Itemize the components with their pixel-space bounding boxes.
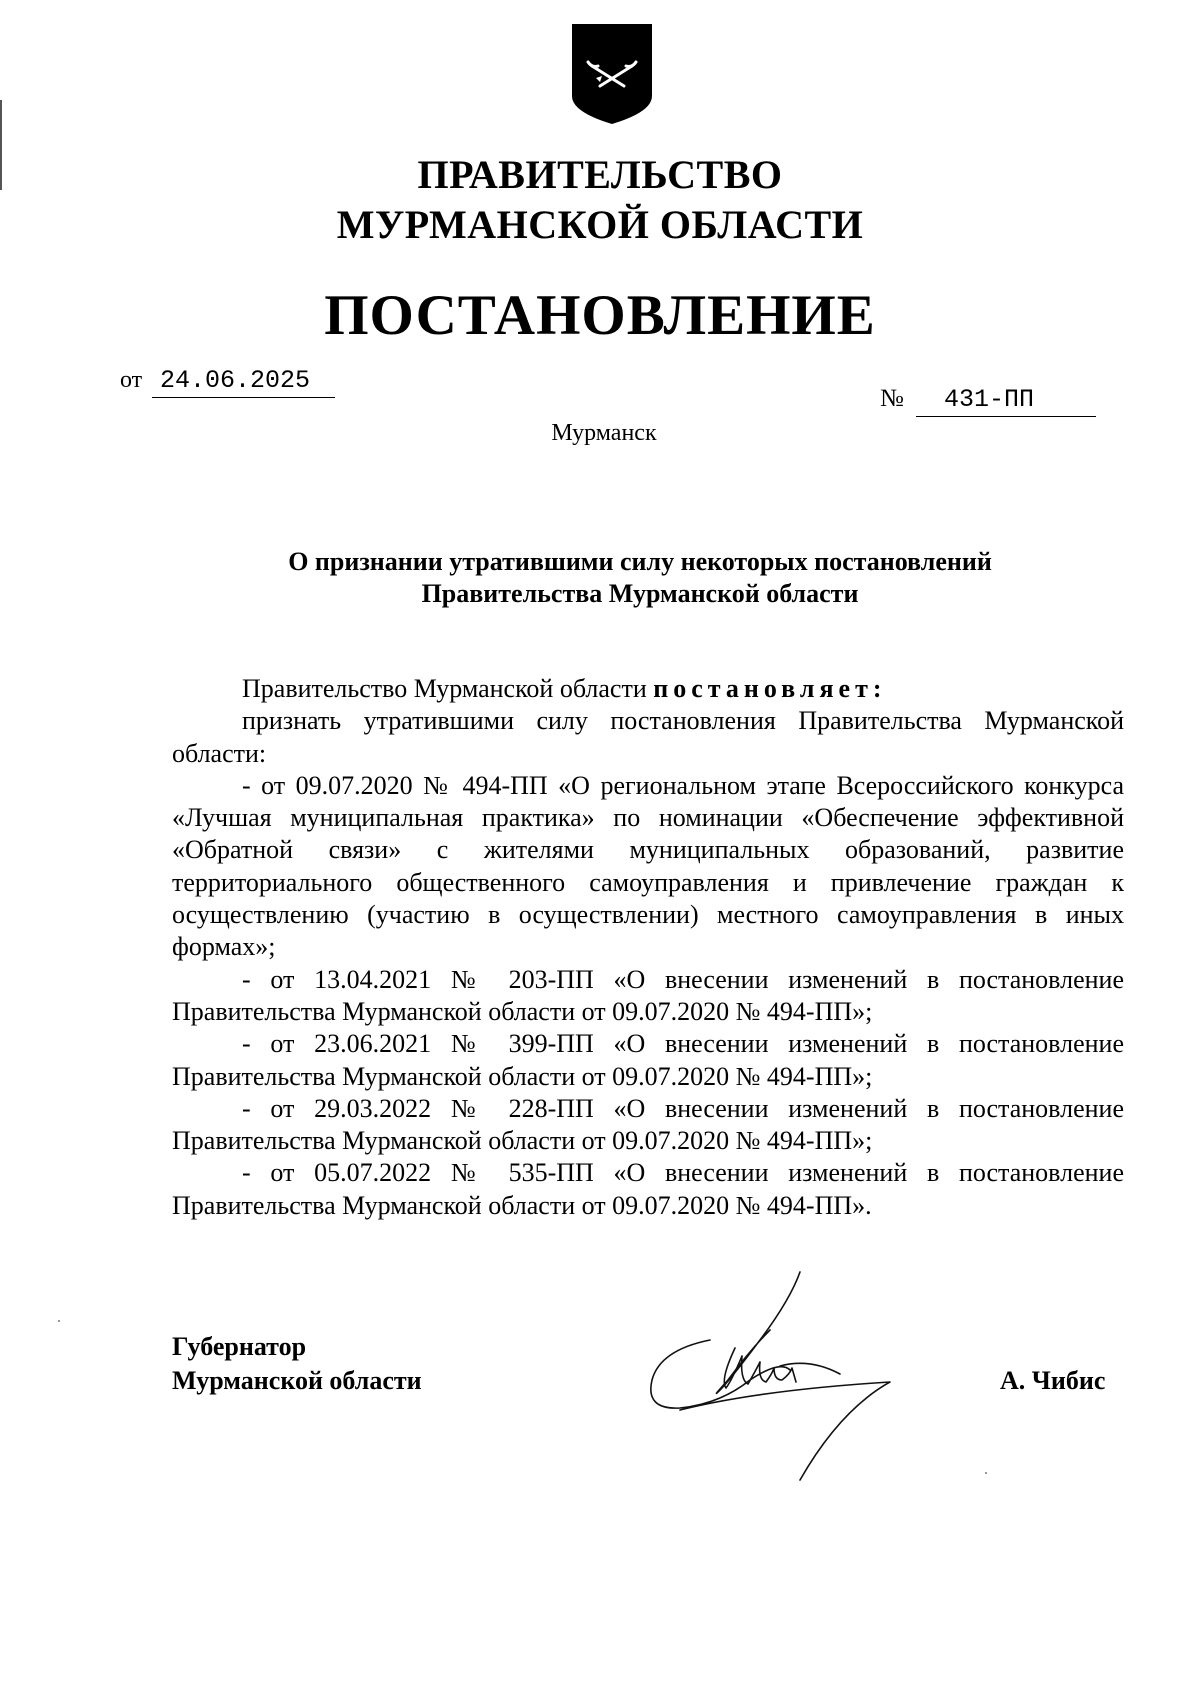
position-line-2: Мурманской области (172, 1366, 422, 1395)
intro-prefix: Правительство Мурманской области (242, 674, 654, 703)
organization-line-1: ПРАВИТЕЛЬСТВО (417, 152, 783, 197)
city: Мурманск (551, 420, 657, 446)
document-type: ПОСТАНОВЛЕНИЕ (324, 284, 876, 347)
list-item: - от 29.03.2022 № 228-ПП «О внесении изменений в постановление Правительства Мурманской области от 09.07.2020 № 494-ПП»; (172, 1093, 1124, 1156)
signatory-position (172, 1330, 422, 1398)
coat-of-arms-icon (572, 24, 652, 124)
document-title (240, 546, 1040, 610)
handwritten-signature (640, 1270, 930, 1490)
list-item: - от 23.06.2021 № 399-ПП «О внесении изменений в постановление Правительства Мурманской области от 09.07.2020 № 494-ПП»; (172, 1029, 1124, 1091)
title-line-2: Правительства Мурманской области (421, 579, 859, 608)
document-number: 431-ПП (916, 384, 1096, 417)
lead-paragraph: признать утратившими силу постановления Правительства Мурманской области: (172, 706, 1124, 768)
organization-line-2: МУРМАНСКОЙ ОБЛАСТИ (336, 202, 864, 247)
number-label: № (880, 385, 904, 412)
scan-speck (58, 1320, 60, 1322)
position-line-1: Губернатор (172, 1332, 307, 1361)
signatory-name: А. Чибис (1000, 1366, 1106, 1395)
document-date: 24.06.2025 (152, 365, 335, 398)
intro-paragraph (172, 673, 1124, 705)
organization-name (0, 150, 1200, 250)
scan-speck (985, 1472, 987, 1474)
title-line-1: О признании утратившими силу некоторых постановлений (288, 547, 992, 576)
document-body (172, 673, 1124, 1222)
intro-decree-word: постановляет: (653, 674, 887, 703)
list-item: - от 13.04.2021 № 203-ПП «О внесении изменений в постановление Правительства Мурманской области от 09.07.2020 № 494-ПП»; (172, 964, 1124, 1026)
list-item: - от 05.07.2022 № 535-ПП «О внесении изменений в постановление Правительства Мурманской области от 09.07.2020 № 494-ПП». (172, 1158, 1124, 1220)
date-label: от (120, 367, 143, 393)
list-item: - от 09.07.2020 № 494-ПП «О региональном этапе Всероссийского конкурса «Лучшая муниципальная практика» по номинации «Обеспечение эффективной «Обратной связи» с жителями муниципальных образований, развитие территориального общественного самоуправления и привлечение граждан к осуществлению (участию в осуществлении) местного самоуправления в иных формах»; (172, 770, 1124, 962)
